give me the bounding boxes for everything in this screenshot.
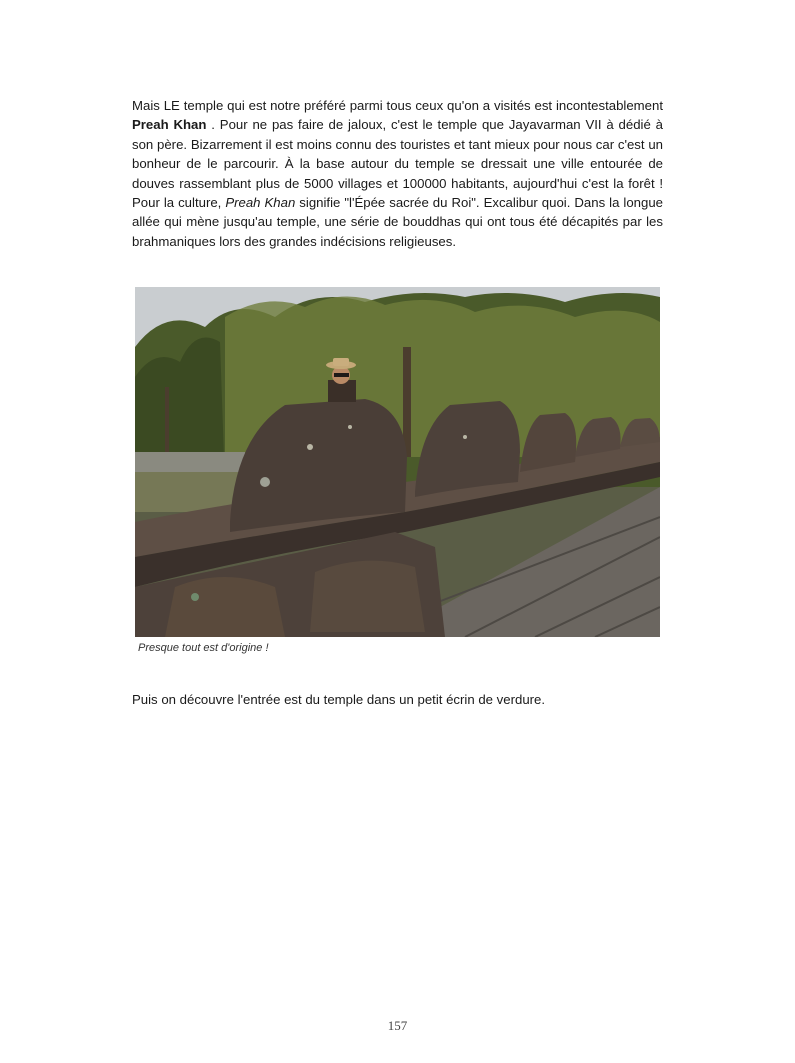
statue-knee: [165, 577, 285, 637]
lichen: [307, 444, 313, 450]
temple-photo: [135, 287, 660, 637]
paragraph-text-middle: . Pour ne pas faire de jaloux, c'est le temple que Jayavarman VII à dédié à son père. Bizarrement il est moins connu des touristes et tant mieux pour nous car c'est un bonheur de le parcourir. À la base autour du temple se dressait une ville entourée de douves rassemblant plus de 5000 villages et 100000 habitants, aujourd'hui c'est la forêt ! Pour la culture,: [132, 117, 663, 211]
sunglasses: [334, 373, 349, 377]
lichen: [191, 593, 199, 601]
body-paragraph-2: Puis on découvre l'entrée est du temple dans un petit écrin de verdure.: [132, 692, 546, 707]
lichen: [348, 425, 352, 429]
lichen: [463, 435, 467, 439]
photo-caption: Presque tout est d'origine !: [138, 642, 269, 654]
hat-crown: [333, 358, 349, 366]
temple-name-italic: Preah Khan: [225, 195, 296, 211]
page-number: 157: [387, 1018, 408, 1033]
temple-name-bold: Preah Khan: [132, 117, 207, 133]
paragraph-text-start: Mais LE temple qui est notre préféré parmi tous ceux qu'on a visités est incontestablement: [132, 98, 663, 113]
statue-knee: [310, 561, 425, 632]
lichen: [260, 477, 270, 487]
temple-photo-illustration: [135, 287, 660, 637]
paragraph-text-end: signifie "l'Épée sacrée du Roi". Excalibur quoi. Dans la longue allée qui mène jusqu'au temple, une série de bouddhas qui ont tous été décapités par les brahmaniques lors des grandes indécisions religieuses.: [132, 195, 664, 249]
body-paragraph: [132, 96, 663, 251]
